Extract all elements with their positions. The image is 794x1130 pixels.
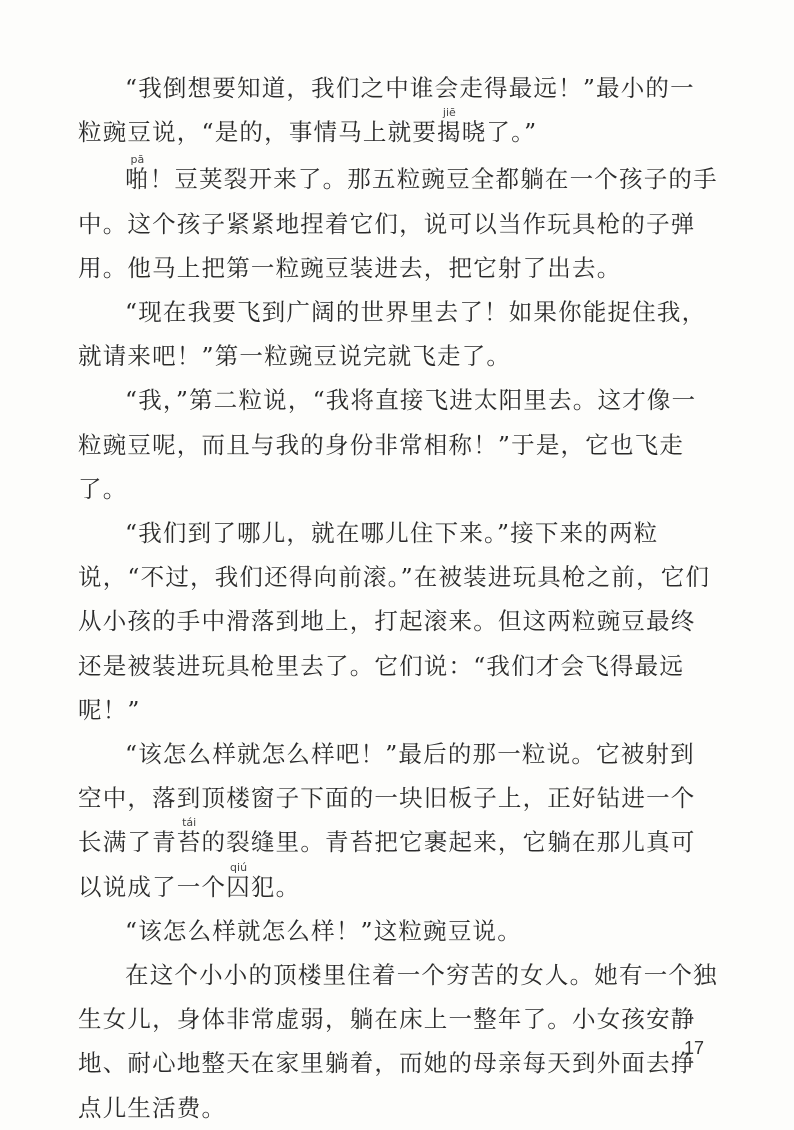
paragraph-1 <box>78 66 718 154</box>
p6-part-b: 的裂缝里。青苔把它裹起来，它躺在那儿真可以说成了一个 <box>78 828 696 901</box>
paragraph-2 <box>78 154 718 290</box>
paragraph-6 <box>78 732 718 909</box>
ruby-qiu: 囚qiú <box>226 860 251 901</box>
p2-rest: ！豆荚裂开来了。那五粒豌豆全都躺在一个孩子的手中。这个孩子紧紧地捏着它们，说可以当作玩具枪的子弹用。他马上把第一粒豌豆装进去，把它射了出去。 <box>78 165 718 282</box>
pinyin-tai: tái <box>176 816 202 830</box>
paragraph-8: 在这个小小的顶楼里住着一个穷苦的女人。她有一个独生女儿，身体非常虚弱，躺在床上一整年了。小女孩安静地、耐心地整天在家里躺着，而她的母亲每天到外面去挣点儿生活费。 <box>78 961 718 1122</box>
paragraph-4: “我，”第二粒说，“我将直接飞进太阳里去。这才像一粒豌豆呢，而且与我的身份非常相称！”于是，它也飞走了。 <box>78 386 697 503</box>
p6-part-a: “该怎么样就怎么样吧！”最后的那一粒说。它被射到空中，落到顶楼窗子下面的一块旧板子上，正好钻进一个长满了青 <box>78 740 696 857</box>
pinyin-pa: pā <box>125 153 150 167</box>
p1-part-a: “我倒想要知道，我们之中谁会走得最远！”最小的一粒豌豆说，“是的，事情马上就要 <box>78 74 695 147</box>
pinyin-qiu: qiú <box>226 860 251 874</box>
paragraph-7: “该怎么样就怎么样！”这粒豌豆说。 <box>125 916 522 945</box>
ruby-tai: 苔tái <box>176 816 202 857</box>
paragraph-3: “现在我要飞到广阔的世界里去了！如果你能捉住我，就请来吧！”第一粒豌豆说完就飞走了。 <box>78 298 707 371</box>
ruby-jie: 揭jiē <box>437 106 462 147</box>
ruby-pa: 啪pā <box>125 153 150 194</box>
pinyin-jie: jiē <box>437 106 462 120</box>
story-text <box>78 66 718 1130</box>
paragraph-5: “我们到了哪儿，就在哪儿住下来。”接下来的两粒说，“不过，我们还得向前滚。”在被装进玩具枪之前，它们从小孩的手中滑落到地上，打起滚来。但这两粒豌豆最终还是被装进玩具枪里去了。它们说：“我们才会飞得最远呢！” <box>78 519 711 724</box>
page-number: 17 <box>683 1038 704 1058</box>
p1-part-b: 晓了。” <box>461 118 538 147</box>
p6-part-c: 犯。 <box>250 872 301 901</box>
